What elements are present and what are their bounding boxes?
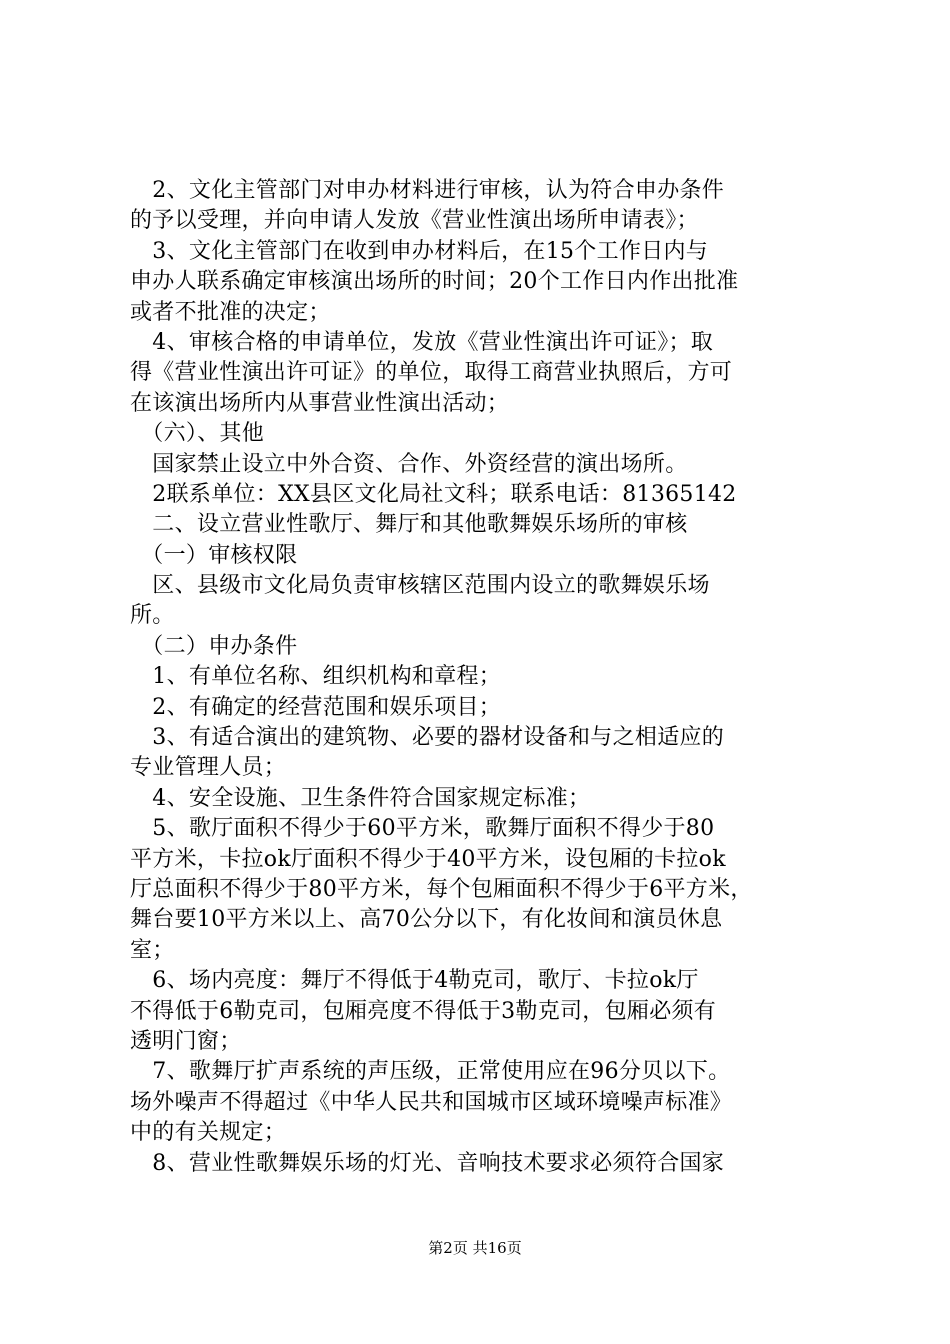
text-line: 舞台要10平方米以上、高70公分以下，有化妆间和演员休息 <box>130 907 723 933</box>
text-line: 中的有关规定； <box>130 1120 287 1146</box>
text-line: 3、文化主管部门在收到申办材料后，在15个工作日内与 <box>130 238 709 264</box>
text-line: 的予以受理，并向申请人发放《营业性演出场所申请表》； <box>130 208 699 234</box>
text-line: 申办人联系确定审核演出场所的时间；20个工作日内作出批准 <box>130 269 739 295</box>
list-item: 7、歌舞厅扩声系统的声压级，正常使用应在96分贝以下。 <box>130 1059 731 1085</box>
text-line: 4、审核合格的申请单位，发放《营业性演出许可证》；取 <box>130 329 714 355</box>
text-line: 厅总面积不得少于80平方米，每个包厢面积不得少于6平方米， <box>130 876 753 902</box>
text-line: 不得低于6勒克司，包厢亮度不得低于3勒克司，包厢必须有 <box>130 998 717 1024</box>
list-item: 1、有单位名称、组织机构和章程； <box>130 664 502 690</box>
text-line: 或者不批准的决定； <box>130 299 331 325</box>
list-item: 2、有确定的经营范围和娱乐项目； <box>130 694 502 720</box>
text-line: 在该演出场所内从事营业性演出活动； <box>130 390 510 416</box>
section-heading: 二、设立营业性歌厅、舞厅和其他歌舞娱乐场所的审核 <box>130 512 688 538</box>
text-line: 场外噪声不得超过《中华人民共和国城市区域环境噪声标准》 <box>130 1089 733 1115</box>
section-heading: （一）审核权限 <box>130 542 298 568</box>
list-item: 5、歌厅面积不得少于60平方米，歌舞厅面积不得少于80 <box>130 816 715 842</box>
text-line: 2、文化主管部门对申办材料进行审核，认为符合申办条件 <box>130 178 725 203</box>
text-line: 透明门窗； <box>130 1028 242 1054</box>
text-line: 专业管理人员； <box>130 755 287 781</box>
list-item: 3、有适合演出的建筑物、必要的器材设备和与之相适应的 <box>130 725 725 751</box>
list-item: 6、场内亮度：舞厅不得低于4勒克司，歌厅、卡拉ok厅 <box>130 968 699 994</box>
page-number-footer: 第2页 共16页 <box>428 1239 522 1257</box>
text-line: 室； <box>130 937 175 963</box>
document-body <box>130 176 840 1179</box>
text-line: 得《营业性演出许可证》的单位，取得工商营业执照后，方可 <box>130 360 733 386</box>
text-line: 区、县级市文化局负责审核辖区范围内设立的歌舞娱乐场 <box>130 573 710 599</box>
text-line: 平方米，卡拉ok厅面积不得少于40平方米，设包厢的卡拉ok <box>130 846 726 872</box>
list-item: 8、营业性歌舞娱乐场的灯光、音响技术要求必须符合国家 <box>130 1150 725 1176</box>
list-item: 4、安全设施、卫生条件符合国家规定标准； <box>130 785 591 811</box>
text-line: 所。 <box>130 603 175 629</box>
section-heading: （六）、其他 <box>130 421 265 447</box>
contact-line: 2联系单位：XX县区文化局社文科；联系电话：81365142 <box>130 481 737 507</box>
text-line: 国家禁止设立中外合资、合作、外资经营的演出场所。 <box>130 451 688 477</box>
section-heading: （二）申办条件 <box>130 633 298 659</box>
